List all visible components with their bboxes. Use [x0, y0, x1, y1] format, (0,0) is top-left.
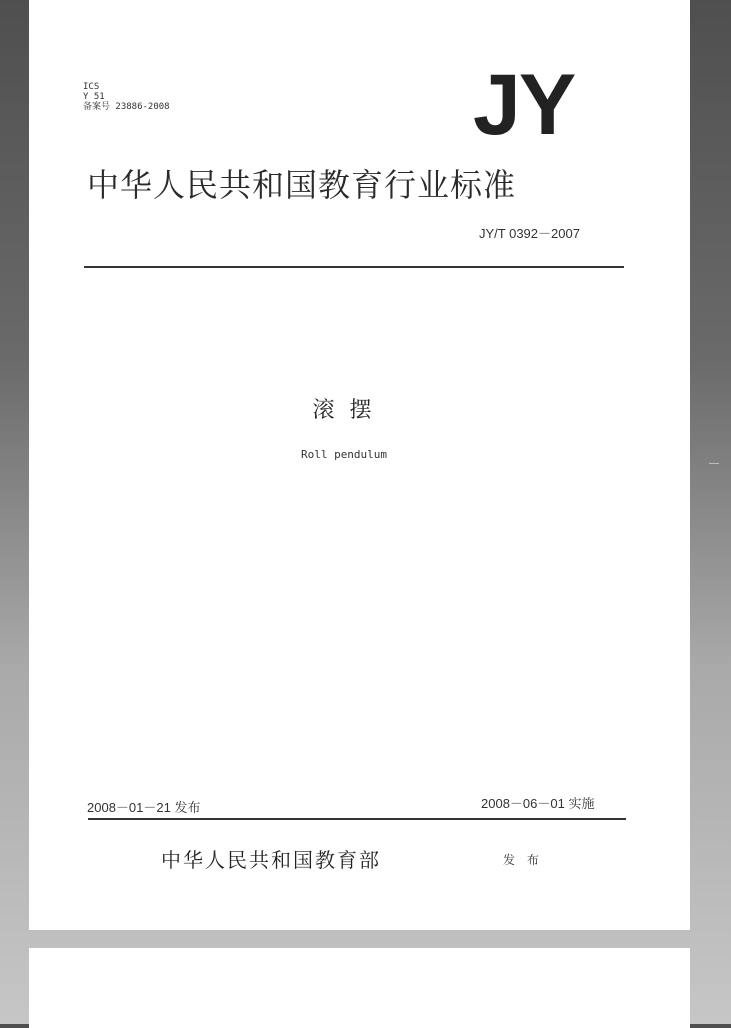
- ics-label: ICS: [83, 82, 100, 92]
- next-page: [29, 948, 690, 1028]
- classification-block: [83, 82, 170, 112]
- class-code: Y 51: [83, 92, 105, 102]
- document-page: [29, 0, 690, 930]
- standard-code: JY/T 0392－2007: [479, 226, 580, 241]
- top-divider: [84, 266, 624, 268]
- publisher-name: 中华人民共和国教育部: [161, 848, 381, 872]
- scan-edge-mark: [709, 463, 719, 464]
- document-title: 滚 摆: [312, 398, 376, 423]
- issue-date: 2008－01－21 发布: [87, 800, 201, 815]
- record-number: 备案号 23886-2008: [83, 102, 170, 112]
- bottom-divider: [88, 818, 626, 820]
- standard-title: 中华人民共和国教育行业标准: [87, 166, 517, 204]
- document-subtitle: Roll pendulum: [300, 448, 388, 461]
- publish-label: 发 布: [503, 853, 543, 867]
- implementation-date: 2008－06－01 实施: [481, 796, 595, 811]
- jy-logo: JY: [473, 57, 575, 153]
